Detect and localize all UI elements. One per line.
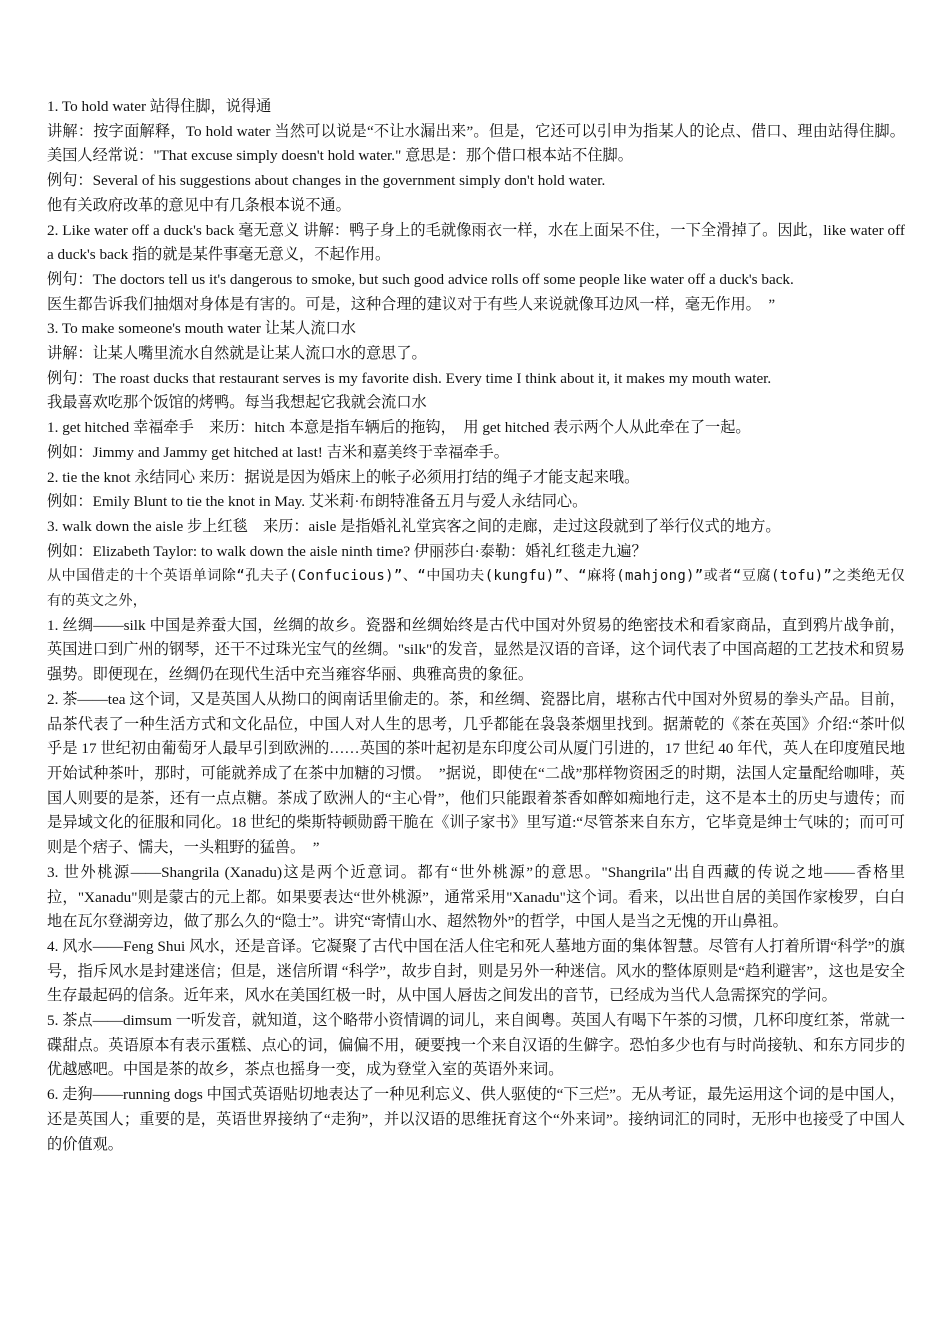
idiom-heading-tie-knot: 2. tie the knot 永结同心 来历：据说是因为婚床上的帐子必须用打结的绳子才能支起来哦。: [47, 468, 640, 486]
example-sentence: 例句：Several of his suggestions about changes in the government simply don't hold water.: [47, 172, 606, 190]
example-translation: 医生都告诉我们抽烟对身体是有害的。可是，这种合理的建议对于有些人来说就像耳边风一样，毫无作用。 ”: [47, 295, 776, 313]
example-sentence: 例如：Jimmy and Jammy get hitched at last! 吉米和嘉美终于幸福牵手。: [47, 443, 509, 461]
explanation-paragraph: 讲解：按字面解释，To hold water 当然可以说是“不让水漏出来”。但是，它还可以引申为指某人的论点、借口、理由站得住脚。美国人经常说："That excuse simply doesn't hold water." 意思是：那个借口根本站不住脚。: [47, 122, 905, 165]
example-sentence: 例如：Elizabeth Taylor: to walk down the aisle ninth time? 伊丽莎白·泰勒：婚礼红毯走九遍？: [47, 542, 647, 560]
idiom-heading-get-hitched: 1. get hitched 幸福牵手 来历：hitch 本意是指车辆后的拖钩， 用 get hitched 表示两个人从此牵在了一起。: [47, 419, 751, 437]
loanword-tea: 2. 茶——tea 这个词，又是英国人从拗口的闽南话里偷走的。茶，和丝绸、瓷器比肩，堪称古代中国对外贸易的拳头产品。目前，品茶代表了一种生活方式和文化品位，中国人对人生的思考，几乎都能在袅袅茶烟里找到。据萧乾的《茶在英国》介绍:“茶叶似乎是 17 世纪初由葡萄牙人最早引到欧洲的……英国的茶叶起初是东印度公司从厦门引进的，17 世纪 40 年代，英人在印度殖民地开始试种茶叶，那时，可能就养成了在茶中加糖的习惯。 ”据说，即使在“二战”那样物资困乏的时期，法国人定量配给咖啡，英国人则要的是茶，还有一点点糖。茶成了欧洲人的“主心骨”，他们只能跟着茶香如醉如痴地行走，这不是本土的历史与遗传；而是异域文化的征服和同化。18 世纪的柴斯特顿勋爵干脆在《训子家书》里写道:“尽管茶来自东方，它毕竟是绅士气味的；而可可则是个痞子、懦夫，一头粗野的猛兽。 ”: [47, 690, 905, 857]
explanation-paragraph: 讲解：让某人嘴里流水自然就是让某人流口水的意思了。: [47, 345, 427, 363]
idiom-heading-mouth-water: 3. To make someone's mouth water 让某人流口水: [47, 320, 356, 338]
loanwords-intro: 从中国借走的十个英语单词除“孔夫子(Confucious)”、“中国功夫(kungfu)”、“麻将(mahjong)”或者“豆腐(tofu)”之类绝无仅有的英文之外，: [47, 568, 905, 610]
idiom-heading-duck-back: 2. Like water off a duck's back 毫无意义 讲解：鸭子身上的毛就像雨衣一样，水在上面呆不住，一下全滑掉了。因此，like water off a duck's back 指的就是某件事毫无意义，不起作用。: [47, 221, 905, 264]
loanword-dimsum: 5. 茶点——dimsum 一听发音，就知道，这个略带小资情调的词儿，来自闽粤。英国人有喝下午茶的习惯，几杯印度红茶，常就一碟甜点。英语原本有表示蛋糕、点心的词，偏偏不用，硬要拽一个来自汉语的生僻字。恐怕多少也有与时尚接轨、和东方同步的优越感吧。中国是茶的故乡，茶点也摇身一变，成为登堂入室的英语外来词。: [47, 1012, 905, 1079]
loanword-silk: 1. 丝绸——silk 中国是养蚕大国，丝绸的故乡。瓷器和丝绸始终是古代中国对外贸易的绝密技术和看家商品，直到鸦片战争前，英国进口到广州的钢琴，还干不过珠光宝气的丝绸。"silk"的发音，显然是汉语的音译，这个词代表了中国高超的工艺技术和贸易强势。即便现在，丝绸仍在现代生活中充当雍容华丽、典雅高贵的象征。: [47, 616, 905, 684]
loanword-shangrila: 3. 世外桃源——Shangrila (Xanadu)这是两个近意词。都有“世外桃源”的意思。"Shangrila"出自西藏的传说之地——香格里拉，"Xanadu"则是蒙古的元上都。如果要表达“世外桃源”，通常采用"Xanadu"这个词。看来，以出世自居的美国作家梭罗，白白地在瓦尔登湖旁边，做了那么久的“隐士”。讲究“寄情山水、超然物外”的哲学，中国人是当之无愧的开山鼻祖。: [47, 863, 905, 931]
loanword-feng-shui: 4. 风水——Feng Shui 风水，还是音译。它凝聚了古代中国在活人住宅和死人墓地方面的集体智慧。尽管有人打着所谓“科学”的旗号，指斥风水是封建迷信；但是，迷信所谓 “科学”，故步自封，则是另外一种迷信。风水的整体原则是“趋利避害”，这也是安全生存最起码的信条。近年来，风水在美国红极一时，从中国人唇齿之间发出的音节，已经成为当代人急需探究的学问。: [47, 937, 905, 1005]
example-sentence: 例如：Emily Blunt to tie the knot in May. 艾米莉·布朗特准备五月与爱人永结同心。: [47, 493, 588, 511]
example-translation: 我最喜欢吃那个饭馆的烤鸭。每当我想起它我就会流口水: [47, 394, 427, 412]
idiom-heading-walk-aisle: 3. walk down the aisle 步上红毯 来历：aisle 是指婚礼礼堂宾客之间的走廊，走过这段就到了举行仪式的地方。: [47, 517, 781, 535]
example-sentence: 例句：The doctors tell us it's dangerous to smoke, but such good advice rolls off some people like water off a duck's back.: [47, 270, 794, 288]
loanword-running-dogs: 6. 走狗——running dogs 中国式英语贴切地表达了一种见利忘义、供人驱使的“下三烂”。无从考证，最先运用这个词的是中国人，还是英国人；重要的是，英语世界接纳了“走狗”，并以汉语的思维抚育这个“外来词”。接纳词汇的同时，无形中也接受了中国人的价值观。: [47, 1086, 905, 1153]
example-sentence: 例句：The roast ducks that restaurant serves is my favorite dish. Every time I think about it, it makes my mouth water.: [47, 369, 772, 387]
example-translation: 他有关政府改革的意见中有几条根本说不通。: [47, 196, 351, 214]
idiom-heading-hold-water: 1. To hold water 站得住脚，说得通: [47, 98, 272, 115]
